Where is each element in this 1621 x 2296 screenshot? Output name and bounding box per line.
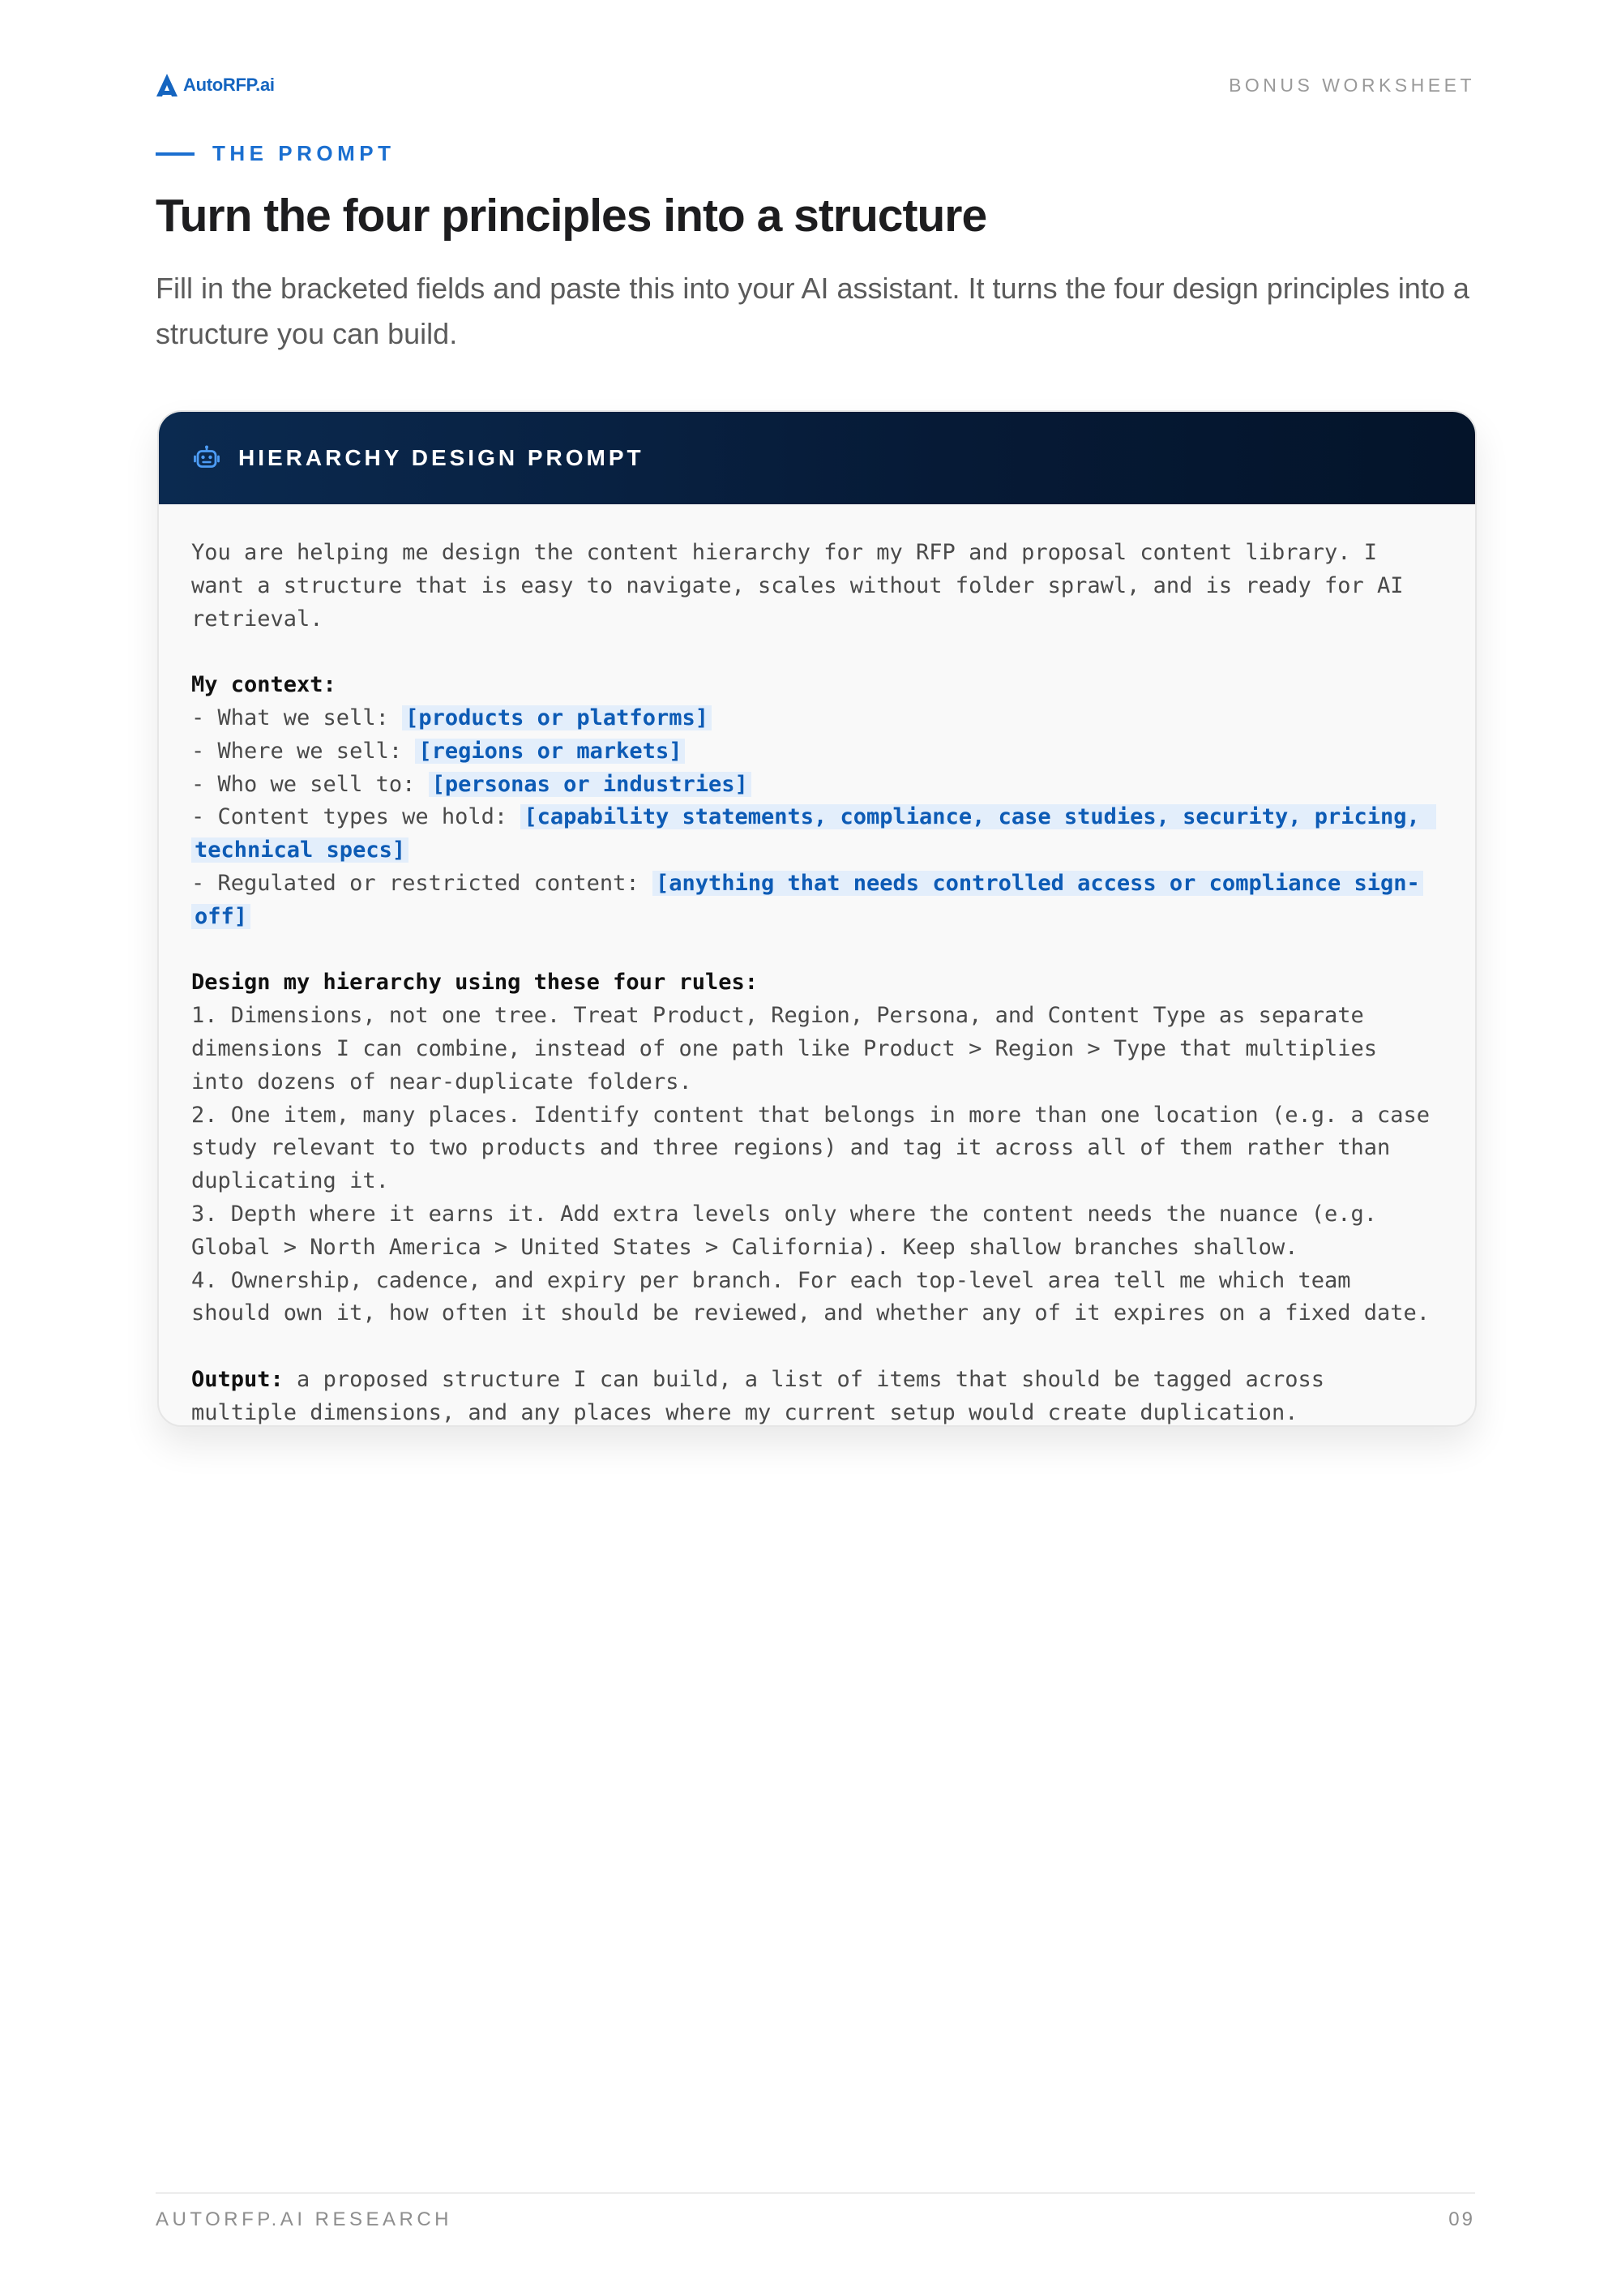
prompt-card-header <box>159 412 1475 504</box>
page-header <box>156 70 1475 102</box>
autorfp-logo-icon <box>156 73 178 97</box>
rule-item: 1. Dimensions, not one tree. Treat Product, Region, Persona, and Content Type as separate dimensions I can combine, instead of one path like Product > Region > Type that multiplies into dozens of near-duplicate folders. <box>191 1003 1391 1094</box>
fill-in-field[interactable]: [regions or markets] <box>415 739 685 764</box>
output-text: a proposed structure I can build, a list of items that should be tagged across multiple dimensions, and any places where my current setup would create duplication. <box>191 1366 1338 1425</box>
context-heading: My context: <box>191 672 336 698</box>
page-subtitle: Fill in the bracketed fields and paste this into your AI assistant. It turns the four design principles into a structure you can build. <box>156 272 1469 350</box>
logo-text: AutoRFP.ai <box>183 75 275 95</box>
robot-icon <box>193 444 220 472</box>
prompt-intro: You are helping me design the content hierarchy for my RFP and proposal content library. I want a structure that is easy to navigate, scales without folder sprawl, and is ready for AI retrieval. <box>191 540 1417 632</box>
page-number: 09 <box>1448 2208 1475 2230</box>
worksheet-label: BONUS WORKSHEET <box>1229 75 1475 96</box>
fill-in-field[interactable]: [capability statements, compliance, case studies, security, pricing, technical specs] <box>191 804 1436 863</box>
rule-item: 3. Depth where it earns it. Add extra levels only where the content needs the nuance (e.g. Global > North America > United States > California). Keep shallow branches shallow. <box>191 1201 1391 1260</box>
page-title: Turn the four principles into a structure <box>156 190 987 242</box>
fill-in-field[interactable]: [anything that needs controlled access or compliance sign-off] <box>191 871 1423 929</box>
footer-divider <box>156 2192 1475 2194</box>
context-line: - Who we sell to: [personas or industries] <box>191 769 1443 802</box>
output-label: Output: <box>191 1366 284 1392</box>
prompt-card-title: HIERARCHY DESIGN PROMPT <box>238 445 644 470</box>
eyebrow-rule <box>156 152 195 156</box>
fill-in-field[interactable]: [products or platforms] <box>402 705 712 730</box>
context-line: - Where we sell: [regions or markets] <box>191 735 1443 769</box>
prompt-text[interactable] <box>159 504 1475 1427</box>
fill-in-field[interactable]: [personas or industries] <box>429 772 751 797</box>
footer-label: AUTORFP.AI RESEARCH <box>156 2208 453 2230</box>
logo <box>156 73 275 97</box>
context-line: - Regulated or restricted content: [anything that needs controlled access or compliance sign-off] <box>191 867 1443 934</box>
rules-heading: Design my hierarchy using these four rules: <box>191 970 758 996</box>
section-eyebrow <box>156 141 395 166</box>
eyebrow-text: THE PROMPT <box>212 141 396 165</box>
output-line <box>191 1364 1443 1427</box>
prompt-card <box>157 410 1477 1427</box>
context-line: - Content types we hold: [capability statements, compliance, case studies, security, pricing, technical specs] <box>191 801 1443 867</box>
rule-item: 4. Ownership, cadence, and expiry per branch. For each top-level area tell me which team should own it, how often it should be reviewed, and whether any of it expires on a fixed date. <box>191 1267 1431 1326</box>
page <box>156 0 1475 2296</box>
context-line: - What we sell: [products or platforms] <box>191 702 1443 735</box>
rule-item: 2. One item, many places. Identify content that belongs in more than one location (e.g. a case study relevant to two products and three regions) and tag it across all of them rather than duplicating it. <box>191 1102 1444 1194</box>
